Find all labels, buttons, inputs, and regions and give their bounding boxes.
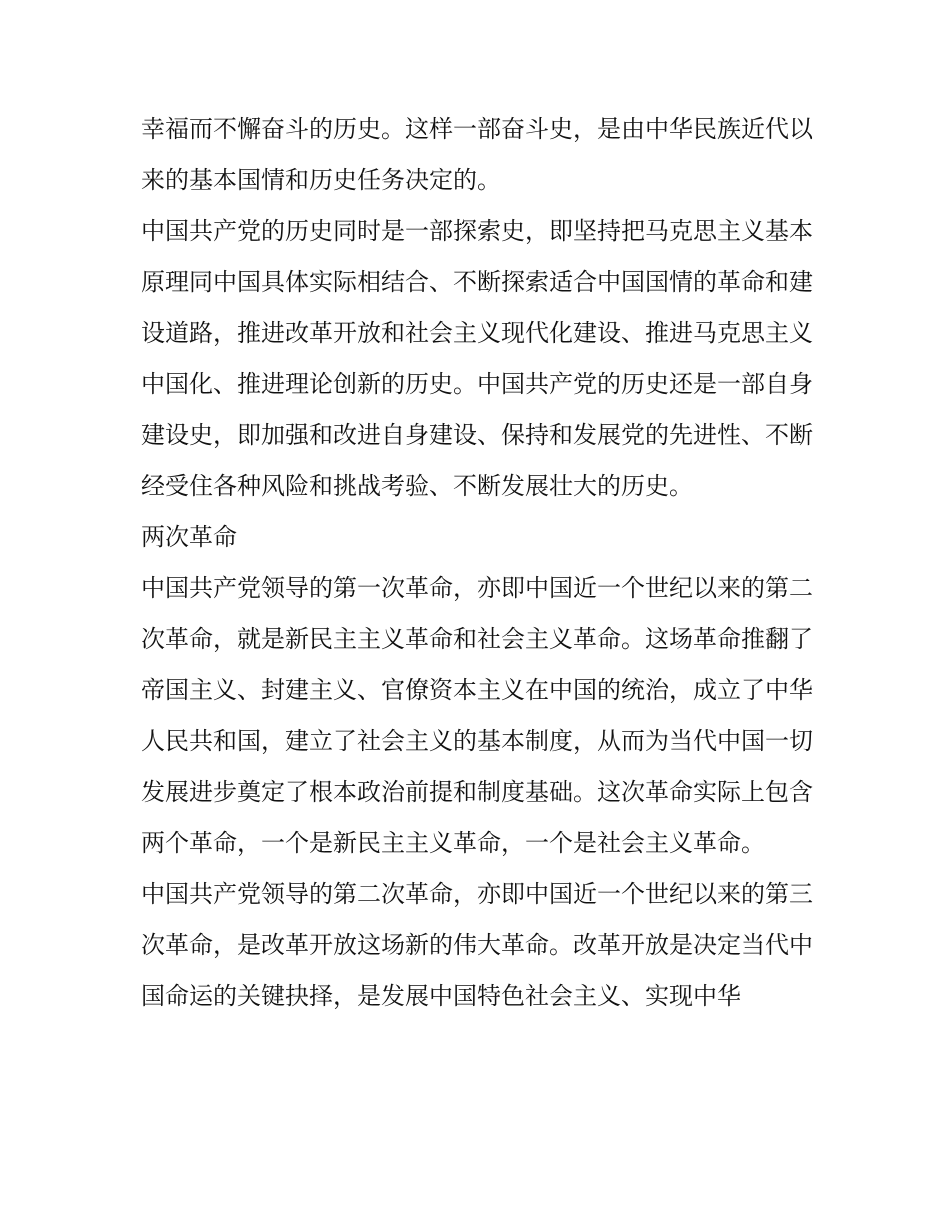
section-heading-two-revolutions: 两次革命 — [141, 523, 237, 551]
document-body — [141, 104, 813, 1022]
paragraph-exploration-history: 中国共产党的历史同时是一部探索史，即坚持把马克思主义基本原理同中国具体实际相结合、不断探索适合中国国情的革命和建设道路，推进改革开放和社会主义现代化建设、推进马克思主义中国化、推进理论创新的历史。中国共产党的历史还是一部自身建设史，即加强和改进自身建设、保持和发展党的先进性、不断经受住各种风险和挑战考验、不断发展壮大的历史。 — [141, 217, 813, 500]
paragraph-second-revolution: 中国共产党领导的第二次革命，亦即中国近一个世纪以来的第三次革命，是改革开放这场新的伟大革命。改革开放是决定当代中国命运的关键抉择，是发展中国特色社会主义、实现中华 — [141, 880, 813, 1010]
paragraph-continuation: 幸福而不懈奋斗的历史。这样一部奋斗史，是由中华民族近代以来的基本国情和历史任务决定的。 — [141, 115, 813, 194]
paragraph-first-revolution: 中国共产党领导的第一次革命，亦即中国近一个世纪以来的第二次革命，就是新民主主义革命和社会主义革命。这场革命推翻了帝国主义、封建主义、官僚资本主义在中国的统治，成立了中华人民共和国，建立了社会主义的基本制度，从而为当代中国一切发展进步奠定了根本政治前提和制度基础。这次革命实际上包含两个革命，一个是新民主主义革命，一个是社会主义革命。 — [141, 574, 813, 857]
